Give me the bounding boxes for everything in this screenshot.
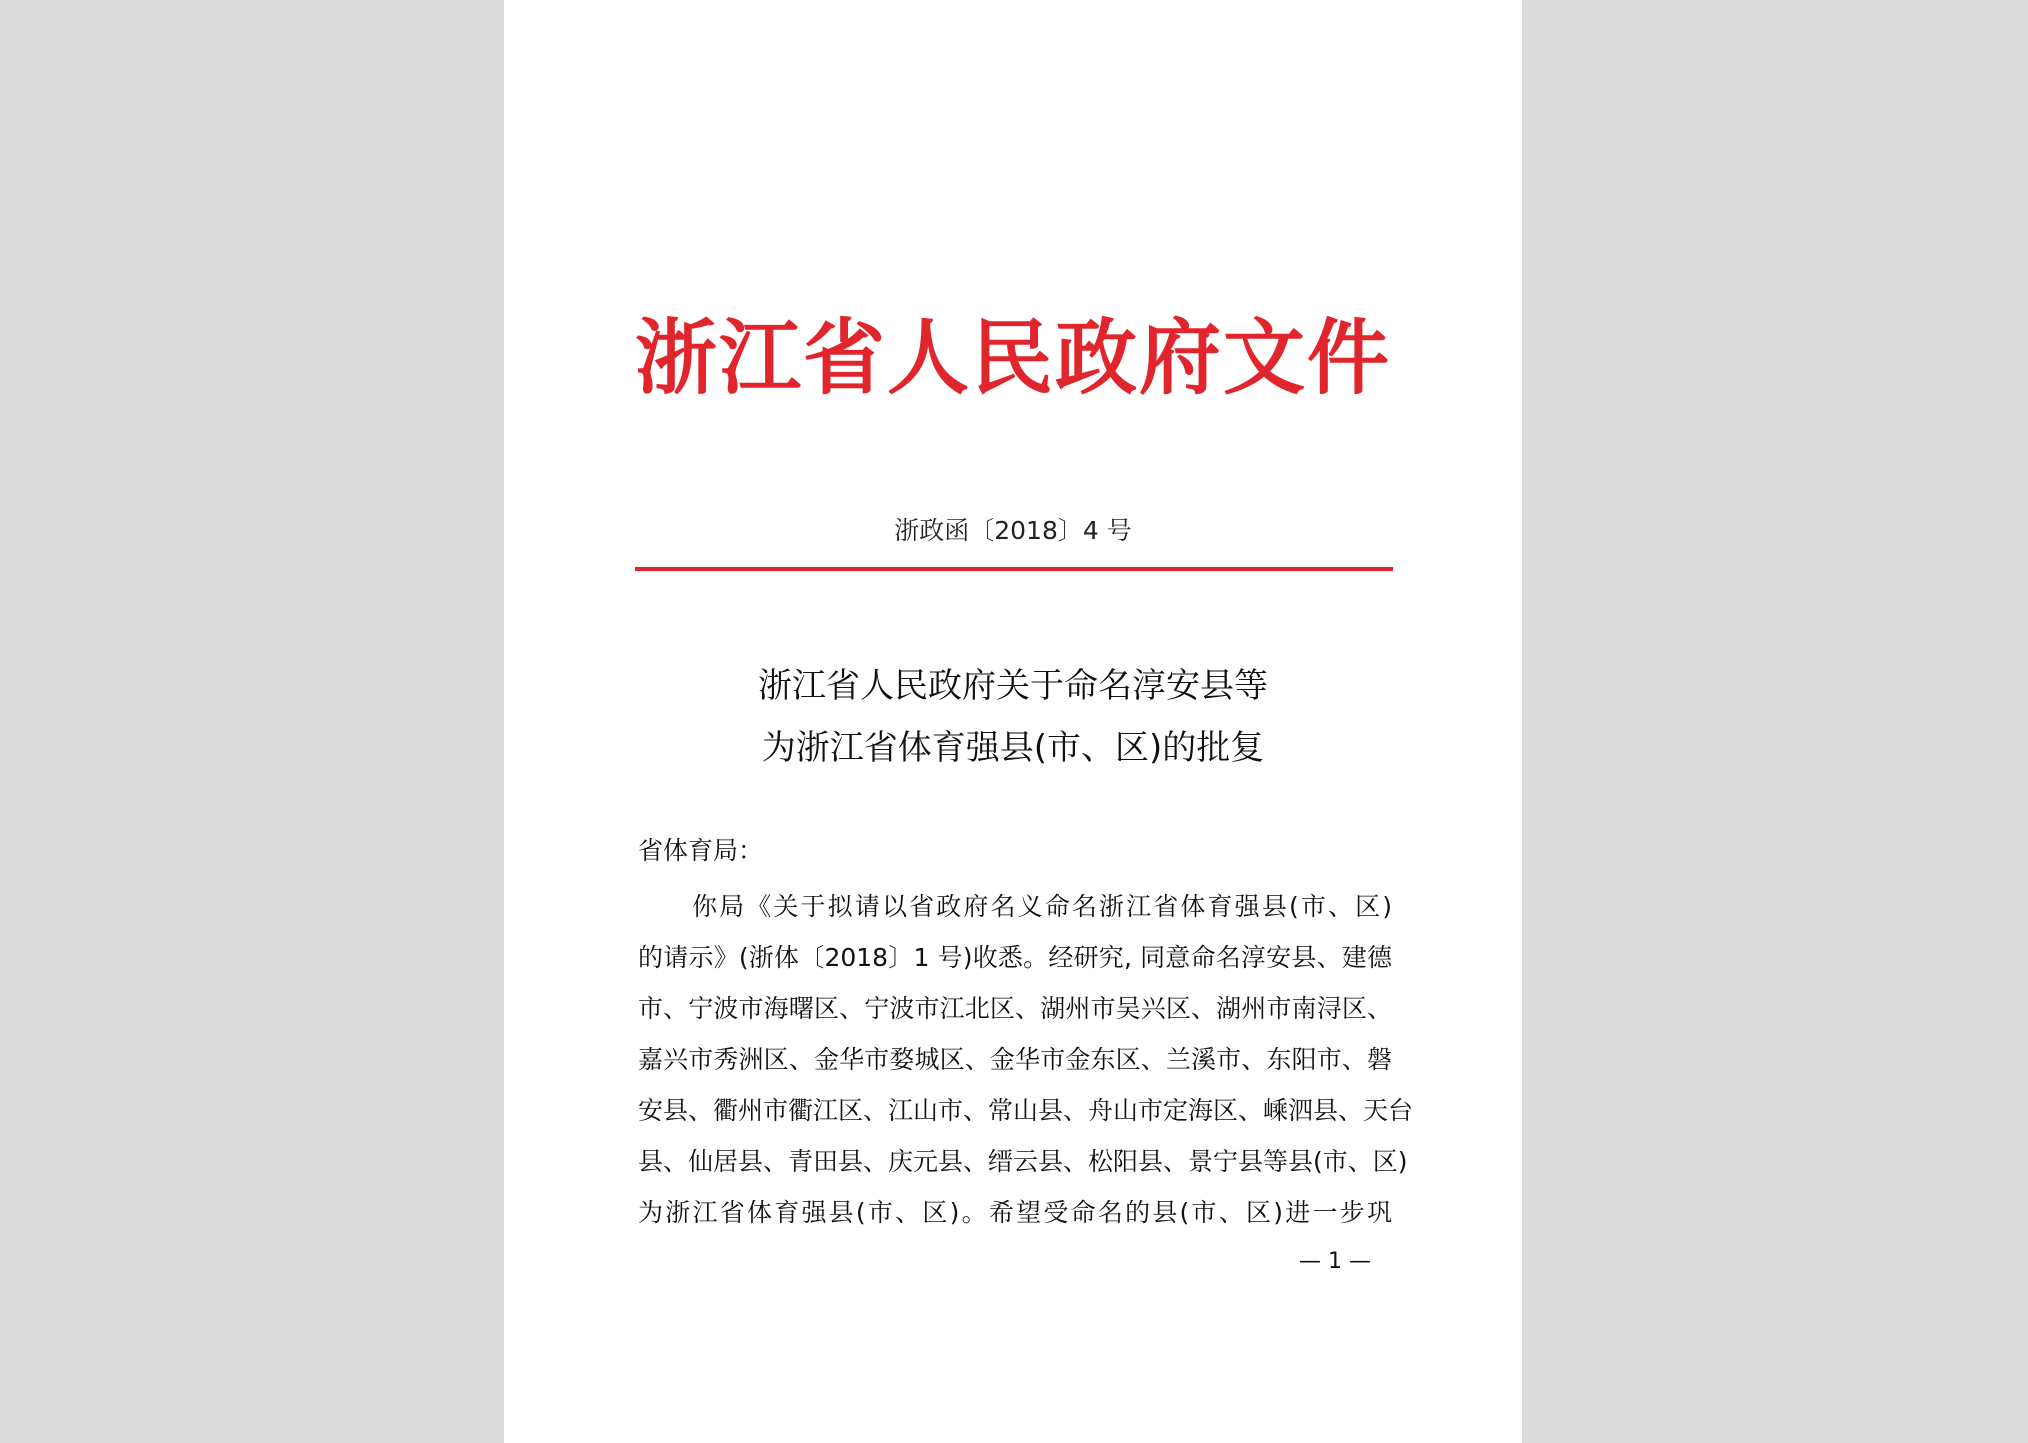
recipient: 省体育局： [638, 836, 764, 865]
document-page [504, 0, 1522, 1443]
body-line: 安县、衢州市衢江区、江山市、常山县、舟山市定海区、嵊泗县、天台 [638, 1096, 1414, 1125]
body-line: 嘉兴市秀洲区、金华市婺城区、金华市金东区、兰溪市、东阳市、磐 [638, 1045, 1392, 1074]
subject-line-2: 为浙江省体育强县(市、区)的批复 [761, 728, 1265, 768]
document-body [638, 886, 1414, 1243]
header-red-rule [635, 567, 1393, 571]
document-header-title: 浙江省人民政府文件 [634, 311, 1391, 406]
body-line: 的请示》(浙体〔2018〕1 号)收悉。经研究, 同意命名淳安县、建德 [638, 943, 1392, 972]
document-subject [504, 655, 1522, 779]
body-line: 为浙江省体育强县(市、区)。希望受命名的县(市、区)进一步巩 [638, 1198, 1392, 1227]
subject-line-1: 浙江省人民政府关于命名淳安县等 [758, 666, 1268, 706]
body-line: 你局《关于拟请以省政府名义命名浙江省体育强县(市、区) [692, 892, 1392, 921]
document-number: 浙政函〔2018〕4 号 [894, 516, 1132, 545]
body-line: 市、宁波市海曙区、宁波市江北区、湖州市吴兴区、湖州市南浔区、 [638, 994, 1392, 1023]
page-number: — 1 — [1299, 1249, 1371, 1274]
body-line: 县、仙居县、青田县、庆元县、缙云县、松阳县、景宁县等县(市、区) [638, 1147, 1408, 1176]
